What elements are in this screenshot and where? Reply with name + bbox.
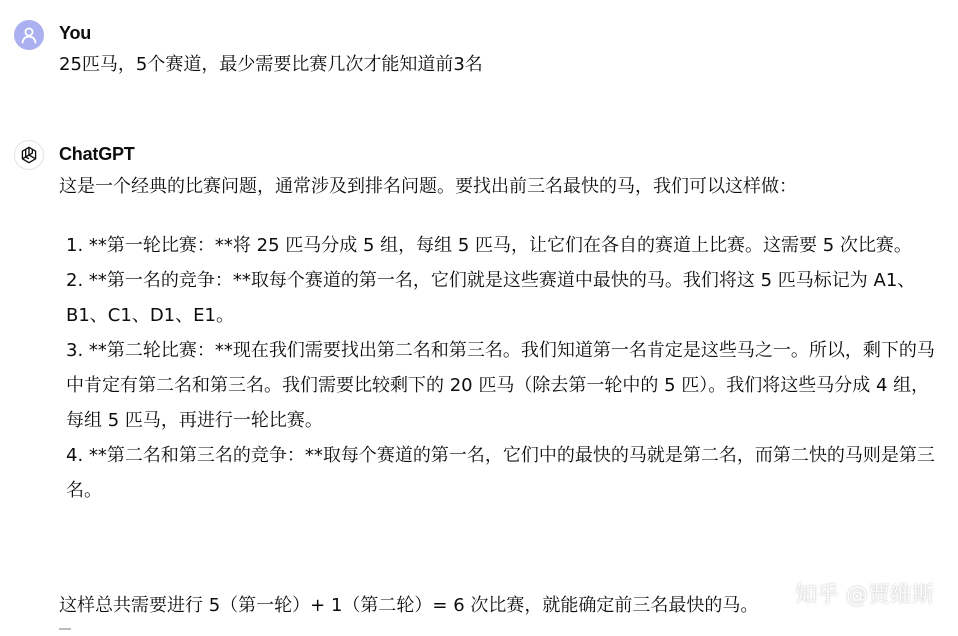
assistant-summary-text: 这样总共需要进行 5（第一轮）+ 1（第二轮）= 6 次比赛，就能确定前三名最快的马。 [59,595,759,616]
user-message-text: 25匹马，5个赛道，最少需要比赛几次才能知道前3名 [59,54,483,75]
divider [59,628,71,636]
assistant-author-name: ChatGPT [59,144,135,164]
user-author-name: You [59,23,92,43]
assistant-steps-list [66,228,936,508]
user-icon [20,26,38,44]
assistant-intro-text: 这是一个经典的比赛问题，通常涉及到排名问题。要找出前三名最快的马，我们可以这样做： [59,176,797,197]
list-item: 4. **第二名和第三名的竞争：**取每个赛道的第一名，它们中的最快的马就是第二名，而第二快的马则是第三名。 [66,445,935,501]
assistant-avatar [14,140,44,170]
list-item: 2. **第一名的竞争：**取每个赛道的第一名，它们就是这些赛道中最快的马。我们将这 5 匹马标记为 A1、B1、C1、D1、E1。 [66,270,916,326]
list-item: 1. **第一轮比赛：**将 25 匹马分成 5 组，每组 5 匹马，让它们在各自的赛道上比赛。这需要 5 次比赛。 [66,235,912,256]
user-avatar [14,20,44,50]
watermark: 知乎 @贾维斯 [795,583,934,608]
list-item: 3. **第二轮比赛：**现在我们需要找出第二名和第三名。我们知道第一名肯定是这些马之一。所以，剩下的马中肯定有第二名和第三名。我们需要比较剩下的 20 匹马（除去第一轮中的 5 匹）。我们将这些马分成 4 组，每组 5 匹马，再进行一轮比赛。 [66,340,935,431]
openai-logo-icon [19,145,39,165]
